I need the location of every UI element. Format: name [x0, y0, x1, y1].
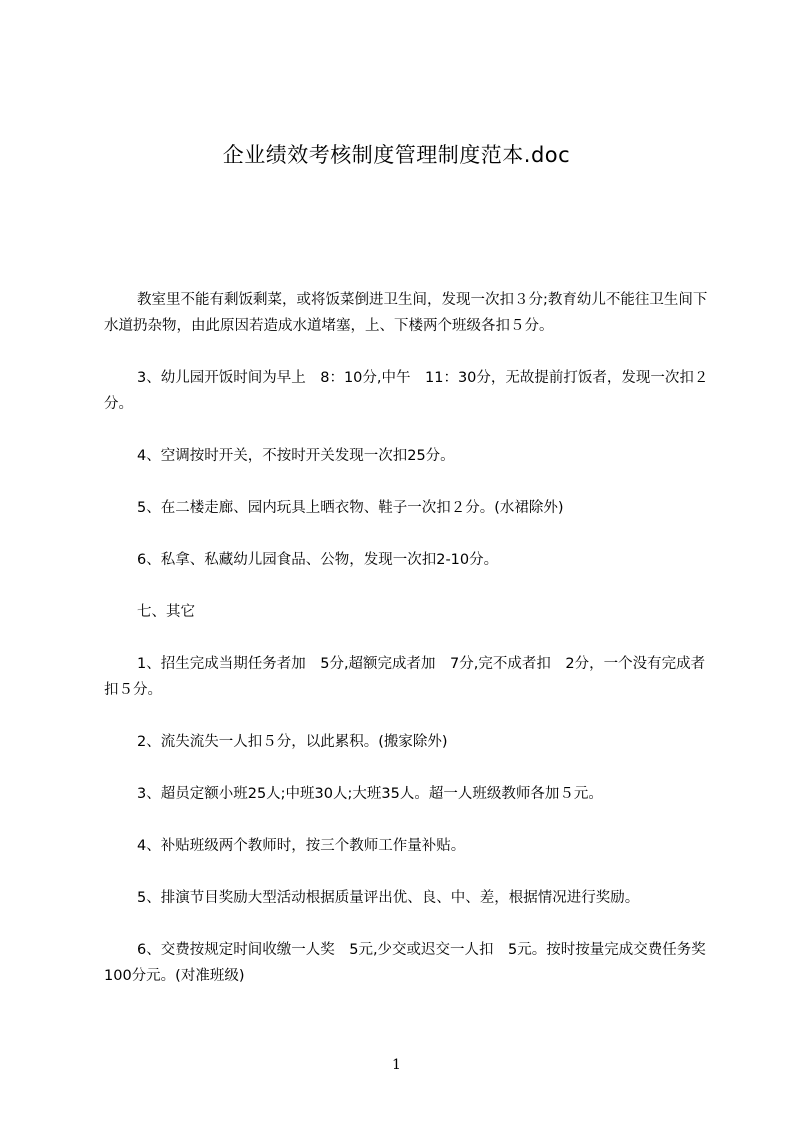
paragraph-class-quota: 3、超员定额小班25人;中班30人;大班35人。超一人班级教师各加５元。: [137, 786, 603, 802]
paragraph-classroom-leftovers: 教室里不能有剩饭剩菜，或将饭菜倒进卫生间，发现一次扣３分;教育幼儿不能往卫生间下水道扔杂物，由此原因若造成水道堵塞，上、下楼两个班级各扣５分。: [104, 292, 708, 334]
section-heading-other: 七、其它: [137, 604, 195, 620]
paragraph-air-conditioning: 4、空调按时开关，不按时开关发现一次扣25分。: [137, 448, 455, 464]
paragraph-attrition: 2、流失流失一人扣５分，以此累积。(搬家除外): [137, 734, 448, 750]
paragraph-meal-times: 3、幼儿园开饭时间为早上 8：10分,中午 11：30分，无故提前打饭者，发现一次扣２分。: [104, 370, 709, 412]
paragraph-enrollment: 1、招生完成当期任务者加 5分,超额完成者加 7分,完不成者扣 2分，一个没有完成者扣５分。: [104, 656, 706, 698]
paragraph-teacher-subsidy: 4、补贴班级两个教师时，按三个教师工作量补贴。: [137, 838, 466, 854]
document-body: [104, 287, 710, 1015]
page-number: 1: [392, 1057, 401, 1073]
paragraph-fee-collection: 6、交费按规定时间收缴一人奖 5元,少交或迟交一人扣 5元。按时按量完成交费任务奖100分元。(对准班级): [104, 942, 706, 984]
paragraph-drying-clothes: 5、在二楼走廊、园内玩具上晒衣物、鞋子一次扣２分。(水裙除外): [137, 500, 564, 516]
paragraph-performance-reward: 5、排演节目奖励大型活动根据质量评出优、良、中、差，根据情况进行奖励。: [137, 890, 640, 906]
paragraph-private-items: 6、私拿、私藏幼儿园食品、公物，发现一次扣2-10分。: [137, 552, 499, 568]
document-title: 企业绩效考核制度管理制度范本.doc: [222, 143, 571, 167]
